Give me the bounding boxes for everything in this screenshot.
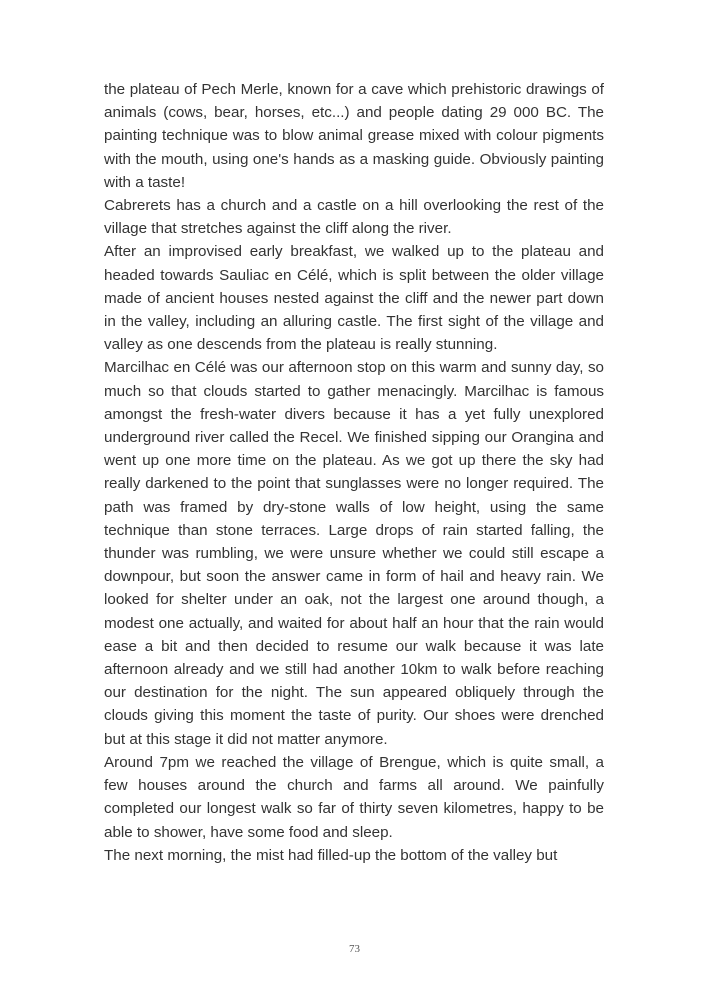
- page-number: 73: [349, 943, 360, 955]
- paragraph-next-morning: The next morning, the mist had filled-up the bottom of the valley but: [104, 846, 558, 864]
- paragraph-sauliac: After an improvised early breakfast, we walked up to the plateau and headed towards Sauliac en Célé, which is split between the older village made of ancient houses nested against the cliff and the newer part down in the valley, including an alluring castle. The first sight of the village and valley as one descends from the plateau is really stunning.: [104, 243, 604, 354]
- paragraph-marcilhac: Marcilhac en Célé was our afternoon stop on this warm and sunny day, so much so that clouds started to gather menacingly. Marcilhac is famous amongst the fresh-water divers because it has a yet fully unexplored underground river called the Recel. We finished sipping our Orangina and went up one more time on the plateau. As we got up there the sky had really darkened to the point that sunglasses were no longer required. The path was framed by dry-stone walls of low height, using the same technique than stone terraces. Large drops of rain started falling, the thunder was rumbling, we were unsure whether we could still escape a downpour, but soon the answer came in form of hail and heavy rain. We looked for shelter under an oak, not the largest one around though, a modest one actually, and waited for about half an hour that the rain would ease a bit and then decided to resume our walk because it was late afternoon already and we still had another 10km to walk before reaching our destination for the night. The sun appeared obliquely through the clouds giving this moment the taste of purity. Our shoes were drenched but at this stage it did not matter anymore.: [104, 359, 604, 748]
- paragraph-cabrerets: Cabrerets has a church and a castle on a hill overlooking the rest of the village that stretches against the cliff along the river.: [104, 197, 604, 238]
- paragraph-brengue: Around 7pm we reached the village of Brengue, which is quite small, a few houses around the church and farms all around. We painfully completed our longest walk so far of thirty seven kilometres, happy to be able to shower, have some food and sleep.: [104, 753, 604, 841]
- paragraph-pech-merle: the plateau of Pech Merle, known for a cave which prehistoric drawings of animals (cows, bear, horses, etc...) and people dating 29 000 BC. The painting technique was to blow animal grease mixed with colour pigments with the mouth, using one's hands as a masking guide. Obviously painting with a taste!: [104, 81, 604, 191]
- body-text: [104, 78, 604, 867]
